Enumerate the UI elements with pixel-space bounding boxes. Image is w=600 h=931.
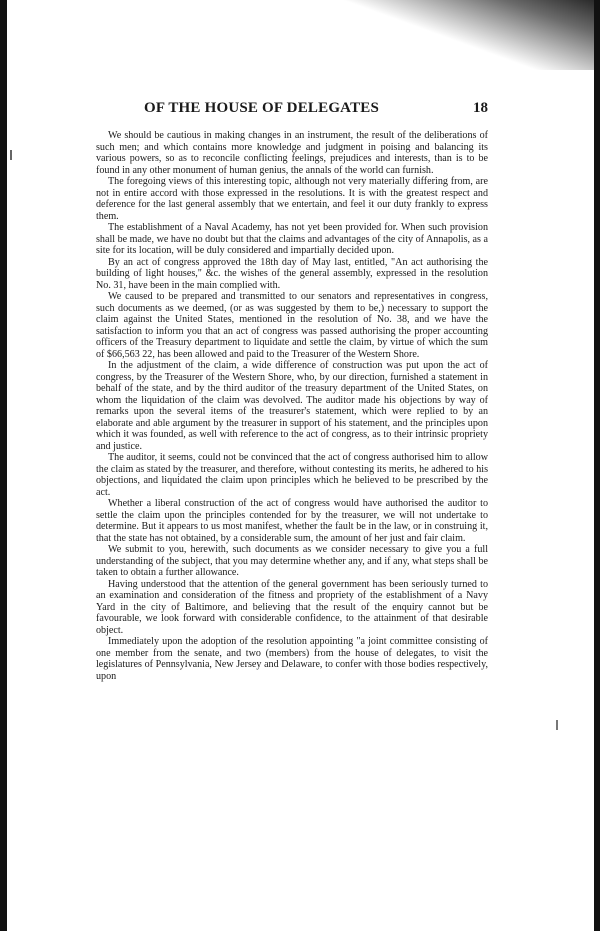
paragraph: Having understood that the attention of the general government has been seriously turned to an examination and consideration of the fitness and propriety of the establishment of a Navy Yard in the city of Baltimore, and believing that the result of the enquiry cannot but be favourable, we look forward with considerable confidence, to the attainment of that desirable object. — [96, 578, 488, 636]
paragraph: The auditor, it seems, could not be convinced that the act of congress authorised him to allow the claim as stated by the treasurer, and therefore, without contesting its merits, he adhered to his objections, and liquidated the claim upon principles which he believed to be prescribed by the act. — [96, 452, 488, 498]
paragraph: By an act of congress approved the 18th day of May last, entitled, "An act authorising the building of light houses," &c. the wishes of the general assembly, expressed in the resolution No. 31, have been in the main complied with. — [96, 256, 488, 291]
running-header — [96, 100, 488, 122]
paragraph: Immediately upon the adoption of the resolution appointing "a joint committee consisting of one member from the senate, and two (members) from the house of delegates, to visit the legislatures of Pennsylvania, New Jersey and Delaware, to confer with those bodies respectively, upon — [96, 636, 488, 682]
paragraph: Whether a liberal construction of the act of congress would have authorised the auditor to settle the claim upon the principles contended for by the treasurer, we will not undertake to determine. But it appears to us most manifest, whether the fault be in the law, or in construing it, that the state has not obtained, by a considerable sum, the amount of her just and fair claim. — [96, 498, 488, 544]
scan-speck — [556, 720, 558, 730]
header-title: OF THE HOUSE OF DELEGATES — [144, 100, 380, 116]
paragraph: In the adjustment of the claim, a wide difference of construction was put upon the act of congress, by the Treasurer of the Western Shore, who, by our direction, furnished a statement in behalf of the state, and by the third auditor of the treasury department of the United States, on whom the liquidation of the claim was devolved. The auditor made his objections by way of remarks upon the several items of the treasurer's statement, which were replied to by an elaborate and able argument by the treasurer in support of his statement, and the principles upon which it was founded, as well with reference to the act of congress, as to their intrinsic propriety and justice. — [96, 360, 488, 452]
paragraph: We should be cautious in making changes in an instrument, the result of the deliberations of such men; and which contains more knowledge and judgment in poising and balancing its various powers, so as to reconcile conflicting feelings, prejudices and interests, than is to be found in any other monument of human genius, the annals of the world can furnish. — [96, 130, 488, 176]
paragraph: The foregoing views of this interesting topic, although not very materially differing from, are not in entire accord with those expressed in the resolutions. It is with the greatest respect and deference for the last general assembly that we entertain, and feel it our duty frankly to express them. — [96, 176, 488, 222]
scan-speck — [10, 150, 12, 160]
scan-edge-right — [594, 0, 600, 931]
document-page — [96, 100, 488, 682]
body-text — [96, 130, 488, 682]
paragraph: We submit to you, herewith, such documents as we consider necessary to give you a full understanding of the subject, that you may determine whether any, and if any, what steps shall be taken to obtain a further allowance. — [96, 544, 488, 578]
paragraph: The establishment of a Naval Academy, has not yet been provided for. When such provision shall be made, we have no doubt but that the claims and advantages of the city of Annapolis, as a site for its location, will be duly considered and impartially decided upon. — [96, 222, 488, 256]
page-number: 18 — [473, 100, 488, 116]
scan-edge-left — [0, 0, 7, 931]
paragraph: We caused to be prepared and transmitted to our senators and representatives in congress, such documents as we deemed, (or as was suggested by them to be,) necessary to support the claim against the United States, mentioned in the resolution of No. 38, and we have the satisfaction to inform you that an act of congress was passed authorising the proper accounting officers of the Treasury department to liquidate and settle the claim, by virtue of which the sum of $66,563 22, has been allowed and paid to the Treasurer of the Western Shore. — [96, 291, 488, 360]
scan-corner-shadow — [330, 0, 594, 70]
